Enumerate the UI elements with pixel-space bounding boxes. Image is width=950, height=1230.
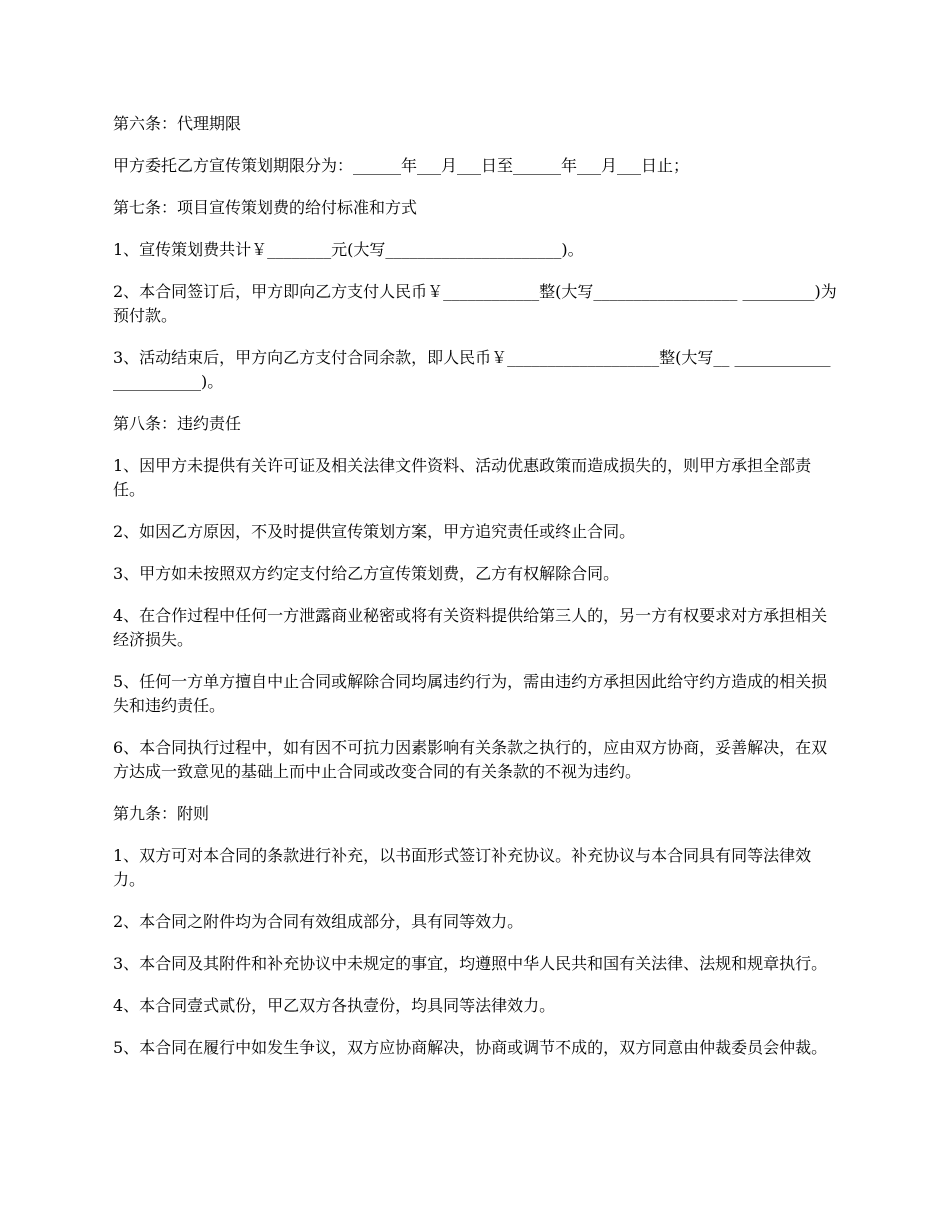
liability-clause-3: 3、甲方如未按照双方约定支付给乙方宣传策划费，乙方有权解除合同。 <box>113 564 620 583</box>
article-7-heading: 第七条：项目宣传策划费的给付标准和方式 <box>113 198 418 217</box>
liability-clause-1: 1、因甲方未提供有关许可证及相关法律文件资料、活动优惠政策而造成损失的，则甲方承担全部责任。 <box>113 456 812 499</box>
fee-total-clause: 1、宣传策划费共计￥________元(大写______________________)。 <box>113 240 584 259</box>
document-body <box>113 112 837 1078</box>
supplementary-clause-5: 5、本合同在履行中如发生争议，双方应协商解决，协商或调节不成的，双方同意由仲裁委员会仲裁。 <box>113 1038 828 1057</box>
supplementary-clause-4: 4、本合同壹式贰份，甲乙双方各执壹份，均具同等法律效力。 <box>113 996 556 1015</box>
supplementary-clause-2: 2、本合同之附件均为合同有效组成部分，具有同等效力。 <box>113 912 524 931</box>
prepayment-clause: 2、本合同签订后，甲方即向乙方支付人民币￥____________整(大写__________________ _________)为预付款。 <box>113 282 837 325</box>
liability-clause-4: 4、在合作过程中任何一方泄露商业秘密或将有关资料提供给第三人的，另一方有权要求对方承担相关经济损失。 <box>113 606 828 649</box>
article-6-heading: 第六条：代理期限 <box>113 114 242 133</box>
liability-clause-2: 2、如因乙方原因，不及时提供宣传策划方案，甲方追究责任或终止合同。 <box>113 522 636 541</box>
supplementary-clause-3: 3、本合同及其附件和补充协议中未规定的事宜，均遵照中华人民共和国有关法律、法规和规章执行。 <box>113 954 828 973</box>
agency-term-clause: 甲方委托乙方宣传策划期限分为：______年___月___日至______年___月___日止； <box>113 156 690 175</box>
supplementary-clause-1: 1、双方可对本合同的条款进行补充，以书面形式签订补充协议。补充协议与本合同具有同等法律效力。 <box>113 846 812 889</box>
article-8-heading: 第八条：违约责任 <box>113 414 242 433</box>
liability-clause-6: 6、本合同执行过程中，如有因不可抗力因素影响有关条款之执行的，应由双方协商，妥善解决，在双方达成一致意见的基础上而中止合同或改变合同的有关条款的不视为违约。 <box>113 738 828 781</box>
liability-clause-5: 5、任何一方单方擅自中止合同或解除合同均属违约行为，需由违约方承担因此给守约方造成的相关损失和违约责任。 <box>113 672 828 715</box>
balance-payment-clause: 3、活动结束后，甲方向乙方支付合同余款，即人民币￥___________________整(大写__ _______________________)。 <box>113 348 831 391</box>
article-9-heading: 第九条：附则 <box>113 804 210 823</box>
